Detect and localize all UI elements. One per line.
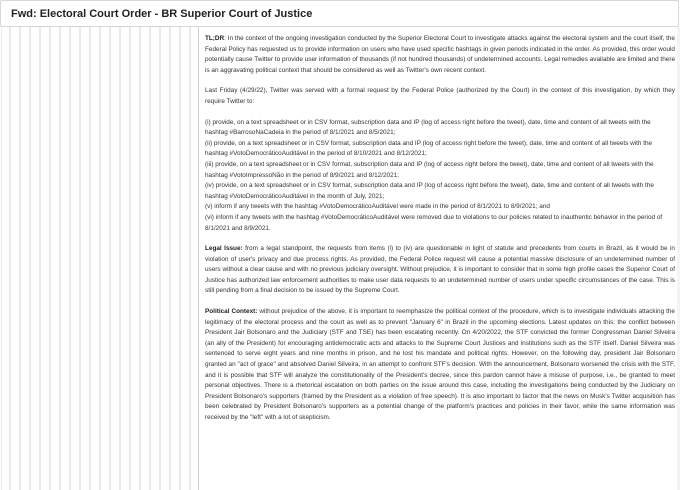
email-header-bar <box>0 0 679 27</box>
tldr-text: : In the context of the ongoing investigation conducted by the Superior Electoral Court to investigate attacks against the electoral system and the court itself, the Federal Policy has requested us to provide information on users who have used specific hashtags in given periods indicated in the order. As provided, this order would potentially cause Twitter to provide user information of thousands (if not hundred thousands) of undetermined accounts. Legal remedies available are limited and there is an aggravating political context that should be considered as well as Twitter's own recent context. <box>205 35 675 74</box>
request-list <box>205 118 675 235</box>
request-item: (ii) provide, on a text spreadsheet or in CSV format, subscription data and IP (log of access right before the tweet), date, time and content of all tweets with the hashtag #VotoDemocráticoAuditável in the period of 8/10/2021 and 8/12/2021; <box>205 139 653 158</box>
political-context-text: without prejudice of the above, it is important to reemphasize the political context of the procedure, which is to investigate individuals attacking the legitimacy of the electoral process and the court as well as to prevent "January 6" in Brazil in the upcoming elections. Latest updates on this: the conflict between President Jair Bolsonaro and the Judiciary (STF and TSE) has been escalating recently. On 4/20/2022, the STF convicted the former Congressman Daniel Silveira (an ally of the President) for encouraging antidemocratic acts and attacks to the Supreme Court Justices and institutions such as the STF itself. Daniel Silveira was sentenced to serve eight years and nine months in prison, and he lost his mandate and political rights. However, on the following day, president Jair Bolsonaro granted an "act of grace" and absolved Daniel Silveira, in an attempt to confront STF's decision. With the announcement, Bolsonaro worsened the crisis with the STF, and it is possible that STF will analyze the constitutionality of the President's decree, since this pardon cannot have a misuse of purpose, i.e., be granted to meet personal objectives. There is a rhetorical escalation on both parties on the issue around this case, including the investigations being conducted by the Judiciary on President Bolsonaro's supporters (framed by the President as a violation of free speech). It is also important to factor that the news on Musk's Twitter acquisition has been celebrated by President Bolsonaro's supporters as a potential change of the platform's practices and policies in their favor, while the same information was received by the "left" with a lot of skepticism. <box>205 308 675 421</box>
email-body[interactable] <box>198 27 676 490</box>
request-item: (iv) provide, on a text spreadsheet or in CSV format, subscription data and IP (log of access right before the tweet), date, time and content of all tweets with the hashtag #VotoDemocráticoAuditável in the month of July, 2021; <box>205 182 654 200</box>
legal-issue-label: Legal Issue: <box>205 245 243 253</box>
legal-issue-text: from a legal standpoint, the requests from items (i) to (iv) are questionable in light of statute and precedents from courts in Brazil, as it would be in violation of user's privacy and due process rights. As provided, the Federal Police request will cause a potential massive disclosure of an undetermined number of users without a clear cause and with no previous judiciary oversight. Without prejudice, it is important to consider that in some high profile cases the Superior Court of Justice has authorized law enforcement authorities to make user data requests to an undetermined number of users under specific circumstances of the case. This is still pending from a final decision to be issued by the Supreme Court. <box>205 245 675 295</box>
political-context-label: Political Context: <box>205 308 258 316</box>
quoted-thread-indent-lines <box>0 27 198 490</box>
email-subject: Fwd: Electoral Court Order - BR Superior Court of Justice <box>11 8 313 20</box>
request-item: (vi) inform if any tweets with the hashtag #VotoDemocráticoAuditável were removed due to violations to our policies related to inauthentic behavior in the period of 8/1/2021 and 8/9/2021. <box>205 213 663 232</box>
tldr-label: TL;DR <box>205 35 225 42</box>
request-item: (iii) provide, on a text spreadsheet or in CSV format, subscription data and IP (log of access right before the tweet), date, time and content of all tweets with the hashtag #VotoImpressoNão in the period of 8/9/2021 and 8/12/2021; <box>205 160 654 179</box>
request-item: (i) provide, on a text spreadsheet or in CSV format, subscription data and IP (log of access right before the tweet), date, time and content of all tweets with the hashtag #BarrosoNaCadeia in the period of 8/1/2021 and 8/5/2021; <box>205 118 651 137</box>
intro-paragraph: Last Friday (4/29/22), Twitter was served with a formal request by the Federal Police (authorized by the Court) in the context of this investigation, by which they require Twitter to: <box>205 87 675 105</box>
political-context-paragraph <box>205 307 675 424</box>
legal-issue-paragraph <box>205 244 675 297</box>
request-item: (v) inform if any tweets with the hashtag #VotoDemocráticoAuditável were made in the period of 8/1/2021 to 8/9/2021; and <box>205 203 550 211</box>
tldr-paragraph <box>205 34 675 76</box>
